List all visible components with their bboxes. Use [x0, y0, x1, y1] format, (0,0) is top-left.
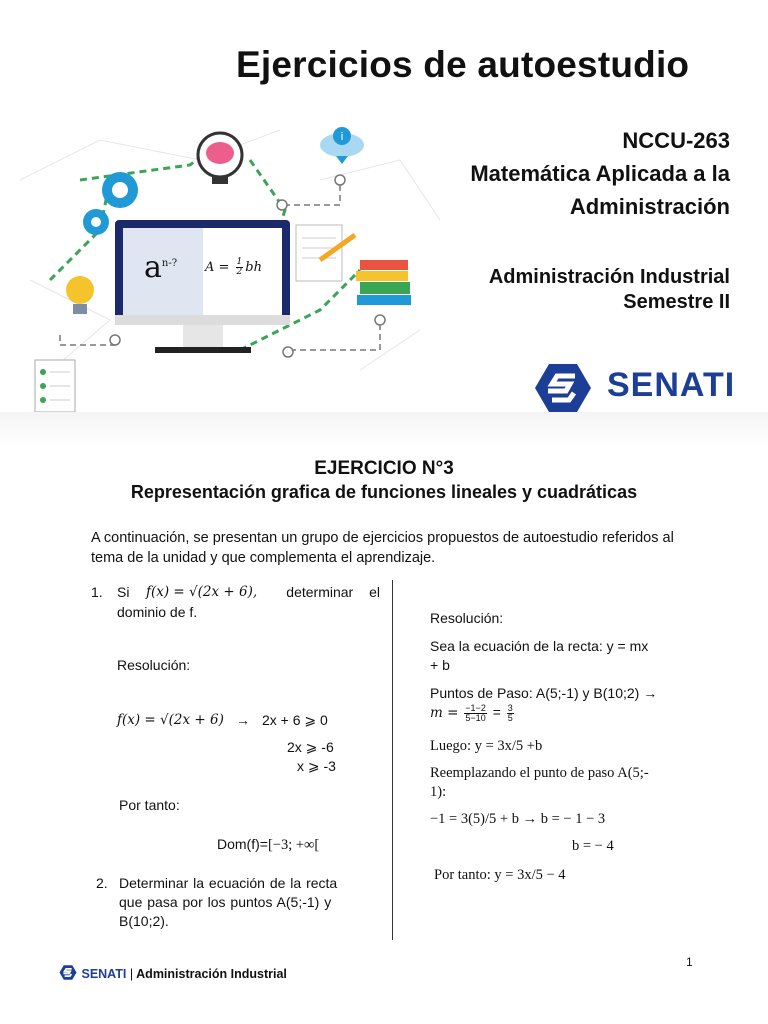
document-title: Ejercicios de autoestudio: [236, 44, 690, 85]
q1-text-si: Si: [117, 584, 130, 600]
lightbulb-icon: [66, 276, 94, 314]
q1-step1-arrow: →: [236, 712, 250, 728]
q2-number: 2.: [96, 875, 108, 891]
brain-lightbulb-icon: [198, 133, 242, 184]
hero-illustration: [20, 120, 440, 420]
board-formula-area: A = $\frac{1}{2}$ bh: [205, 257, 262, 277]
q1-step1-result: 2x + 6 ⩾ 0: [262, 712, 328, 728]
q2-slope: m = $\frac{-1-2}{5-10}$ = $\frac{3}{5}$: [430, 702, 513, 723]
exercise-subtitle: Representación grafica de funciones lineales y cuadráticas: [130, 482, 638, 502]
q2-eq1: −1 = 3(5)/5 + b → b = − 1 − 3: [430, 811, 606, 827]
career-name: Administración Industrial: [488, 266, 730, 288]
q1-text-determinar: determinar el: [286, 584, 380, 600]
q1-text-domain: dominio de f.: [117, 604, 198, 620]
q2-resolution-label: Resolución:: [430, 610, 504, 626]
q1-step3: x ⩾ -3: [297, 758, 336, 774]
q1-domain: Dom(f)=[−3; +∞[: [217, 836, 320, 853]
q2-line2: que pasa por los puntos A(5;-1) y: [119, 894, 332, 910]
checklist-icon: [35, 360, 75, 412]
q1-resolution-label: Resolución:: [117, 657, 191, 673]
notebook-icon: [296, 225, 355, 281]
course-code: NCCU-263: [622, 128, 730, 153]
senati-wordmark: SENATI: [607, 366, 736, 404]
q2-final: Por tanto: y = 3x/5 − 4: [434, 867, 566, 883]
q2-luego: Luego: y = 3x/5 +b: [430, 738, 543, 754]
q2-replace-a: Reemplazando el punto de paso A(5;-: [430, 765, 649, 781]
senati-logo: [535, 360, 735, 416]
column-divider: [392, 580, 393, 940]
q2-line-eq-b: + b: [430, 657, 450, 673]
page-number: 1: [686, 955, 693, 969]
q1-step2: 2x ⩾ -6: [287, 739, 334, 755]
footer-brand: [58, 964, 287, 981]
svg-text:i: i: [340, 130, 344, 143]
board-formula-power: $a^{n-?}$: [144, 250, 178, 285]
monitor-icon: [115, 220, 290, 353]
q1-formula: f(x) = √(2x + 6),: [146, 584, 258, 600]
q2-eq2: b = − 4: [572, 838, 614, 854]
hero-shadow: [0, 412, 768, 446]
cloud-info-icon: [320, 127, 364, 164]
q2-line3: B(10;2).: [119, 913, 169, 929]
books-icon: [356, 260, 411, 305]
q1-number: 1.: [91, 584, 103, 600]
q2-replace-b: 1):: [430, 784, 447, 800]
q2-line-eq-a: Sea la ecuación de la recta: y = mx: [430, 638, 649, 654]
exercise-intro: A continuación, se presentan un grupo de ejercicios propuestos de autoestudio referidos al tema de la unidad y que complementa el aprendizaje.: [91, 530, 674, 566]
senati-emblem-icon: [58, 964, 78, 981]
q1-step1-formula: f(x) = √(2x + 6): [117, 712, 224, 728]
exercise-title: EJERCICIO N°3: [314, 458, 454, 479]
footer-career: Administración Industrial: [136, 967, 287, 981]
q1-therefore: Por tanto:: [119, 797, 180, 813]
semester: Semestre II: [623, 291, 730, 313]
footer-separator: |: [129, 967, 134, 981]
q2-line1: Determinar la ecuación de la recta: [119, 875, 338, 891]
course-name-line1: Matemática Aplicada a la: [470, 161, 730, 186]
q2-points: Puntos de Paso: A(5;-1) y B(10;2) →: [430, 685, 658, 701]
footer-brand-name: SENATI: [81, 967, 127, 981]
course-name-line2: Administración: [569, 194, 730, 219]
